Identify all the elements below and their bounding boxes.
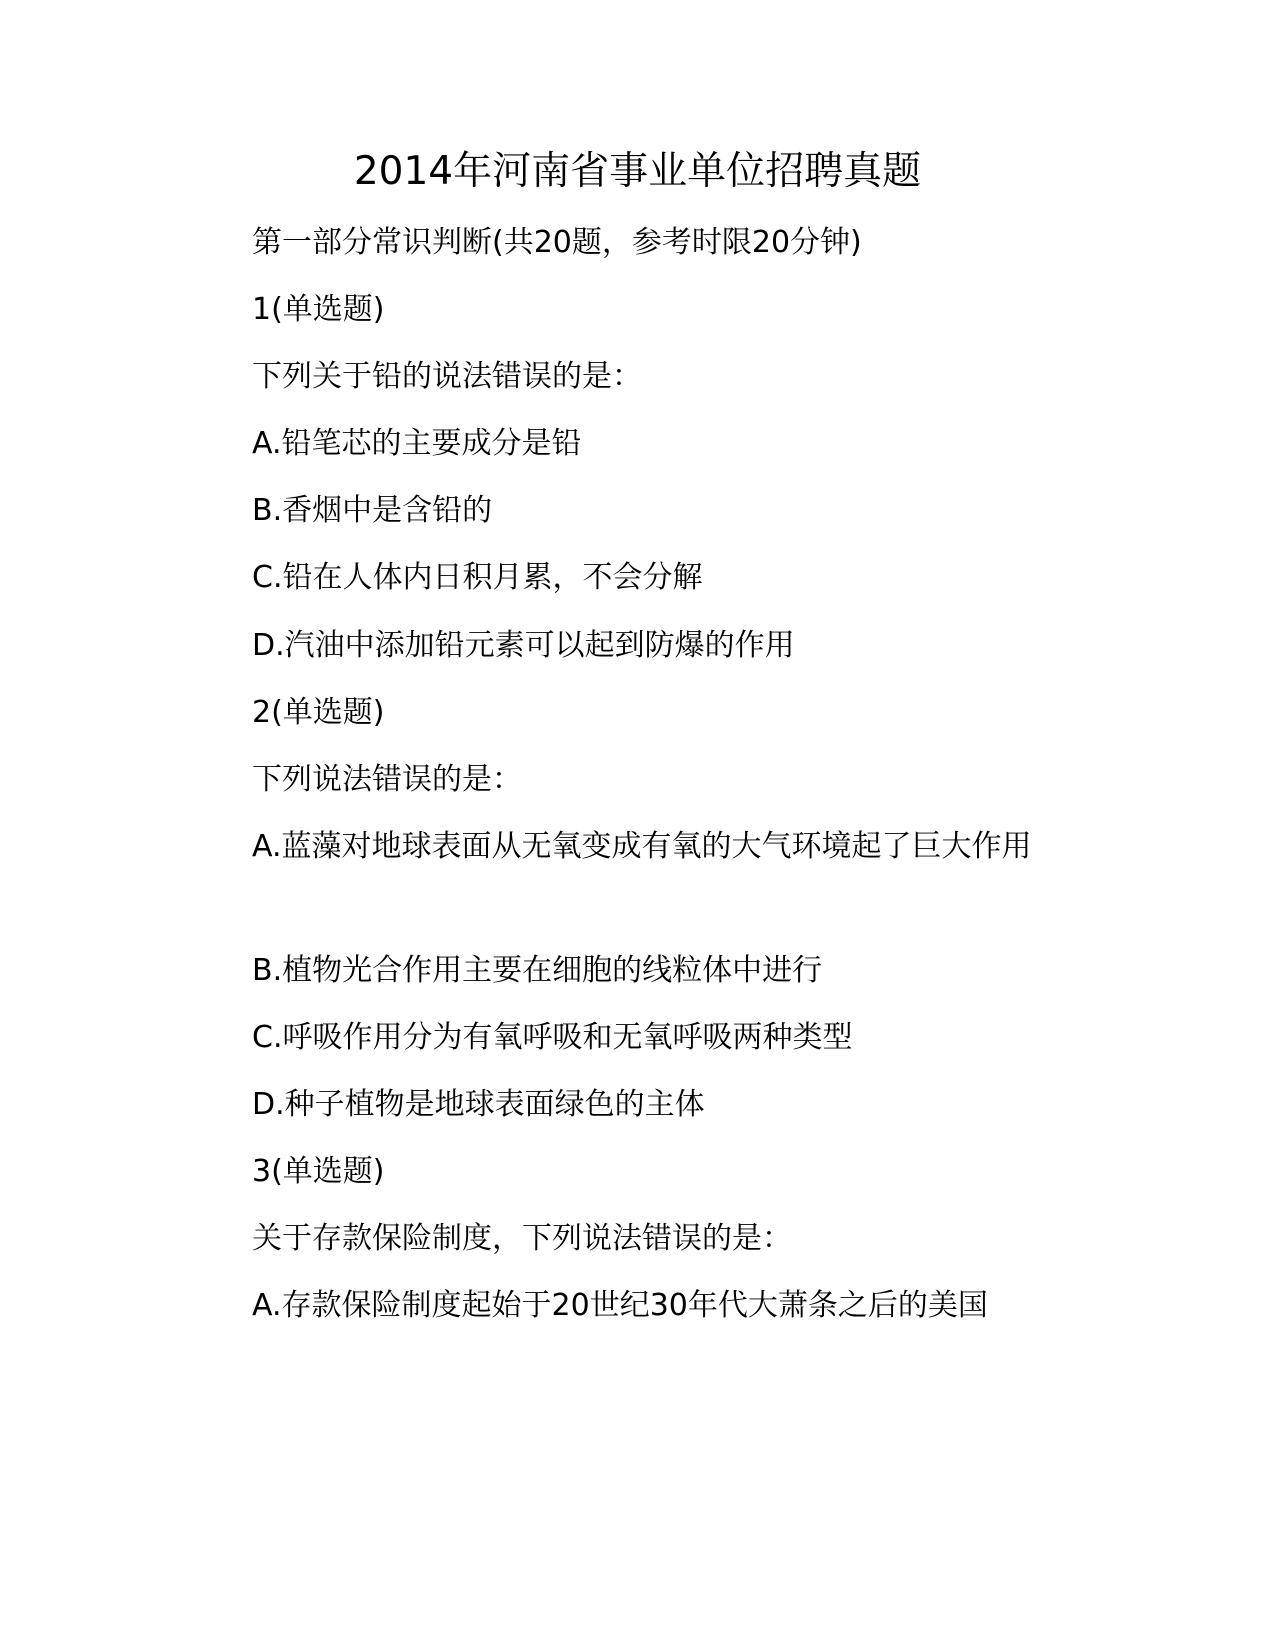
question-2-option-a: A.蓝藻对地球表面从无氧变成有氧的大气环境起了巨大作用: [252, 829, 1032, 864]
section-heading: 第一部分常识判断(共20题，参考时限20分钟): [252, 225, 862, 260]
question-3-stem: 关于存款保险制度，下列说法错误的是：: [252, 1221, 792, 1256]
question-2-option-c: C.呼吸作用分为有氧呼吸和无氧呼吸两种类型: [252, 1020, 853, 1055]
document-title: 2014年河南省事业单位招聘真题: [353, 149, 922, 194]
question-1-option-c: C.铅在人体内日积月累，不会分解: [252, 560, 703, 595]
question-1-option-b: B.香烟中是含铅的: [252, 493, 493, 528]
question-2-option-d: D.种子植物是地球表面绿色的主体: [252, 1087, 705, 1122]
question-2-option-b: B.植物光合作用主要在细胞的线粒体中进行: [252, 953, 823, 988]
question-1-option-d: D.汽油中添加铅元素可以起到防爆的作用: [252, 628, 795, 663]
question-1-number: 1(单选题): [252, 292, 385, 327]
question-2-number: 2(单选题): [252, 695, 385, 730]
question-3-option-a: A.存款保险制度起始于20世纪30年代大萧条之后的美国: [252, 1288, 988, 1323]
question-3-number: 3(单选题): [252, 1154, 385, 1189]
question-1-option-a: A.铅笔芯的主要成分是铅: [252, 426, 582, 461]
question-1-stem: 下列关于铅的说法错误的是：: [252, 359, 642, 394]
question-2-stem: 下列说法错误的是：: [252, 762, 522, 797]
